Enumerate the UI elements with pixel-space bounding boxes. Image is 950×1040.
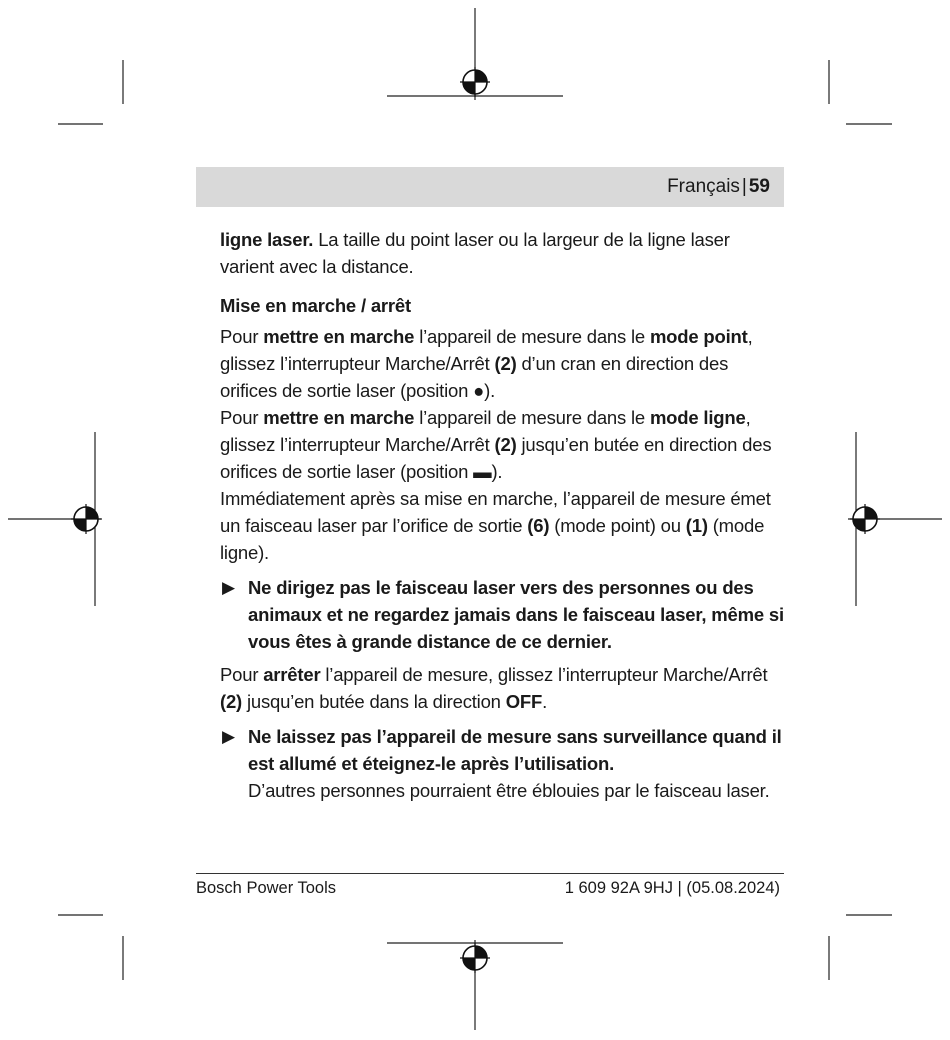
registration-target-top — [460, 67, 490, 97]
paragraph-mode-line — [220, 404, 786, 485]
paragraph-switch-off — [220, 661, 786, 715]
header-text — [667, 167, 770, 207]
text-run: (mode point) ou — [549, 515, 686, 536]
text-run: jusqu’en butée dans la direction — [242, 691, 506, 712]
text-run: l’appareil de mesure, glissez l’interrupteur Marche/Arrêt — [320, 664, 768, 685]
paragraph-beam-emission — [220, 485, 786, 566]
bold-run: (1) — [685, 515, 708, 536]
bold-run: (2) — [220, 691, 243, 712]
warning-note: D’autres personnes pourraient être éblouies par le faisceau laser. — [248, 780, 770, 801]
registration-target-right — [850, 504, 880, 534]
bold-run: OFF — [505, 691, 543, 712]
text-run: , glissez l’interrupteur Marche/Arrêt — [220, 326, 753, 374]
footer-doc-id: 1 609 92A 9HJ | (05.08.2024) — [564, 879, 780, 897]
page-body — [220, 226, 786, 804]
intro-bold: ligne laser. — [220, 229, 314, 250]
warning-unattended — [220, 723, 786, 804]
header-language: Français — [667, 176, 740, 197]
text-run: jusqu’en butée en direction des orifices de sortie laser (position ▬). — [220, 434, 772, 482]
warning-laser-direction — [220, 574, 786, 655]
bold-run: (2) — [494, 434, 517, 455]
bold-run: mode ligne — [649, 407, 746, 428]
text-run: , glissez l’interrupteur Marche/Arrêt — [220, 407, 751, 455]
intro-paragraph — [220, 226, 786, 280]
bold-run: mettre en marche — [263, 407, 415, 428]
bold-run: mettre en marche — [263, 326, 415, 347]
section-title: Mise en marche / arrêt — [220, 295, 411, 316]
page-number: 59 — [748, 176, 770, 197]
text-run: Immédiatement après sa mise en marche, l’appareil de mesure émet un faisceau laser par l’orifice de sortie — [220, 488, 771, 536]
page-header — [196, 167, 784, 207]
bold-run: mode point — [649, 326, 748, 347]
paragraph-mode-point — [220, 323, 786, 404]
text-run: l’appareil de mesure dans le — [414, 407, 650, 428]
warning-text: Ne dirigez pas le faisceau laser vers des personnes ou des animaux et ne regardez jamais dans le faisceau laser, même si vous êtes à grande distance de ce dernier. — [248, 577, 784, 652]
footer-brand: Bosch Power Tools — [196, 879, 337, 897]
text-run: Pour — [220, 407, 264, 428]
header-separator: | — [741, 176, 747, 197]
registration-target-bottom — [460, 943, 490, 973]
warning-arrow-icon: ▶ — [222, 727, 235, 746]
bold-run: (2) — [494, 353, 517, 374]
text-run: d’un cran en direction des orifices de sortie laser (position ●). — [220, 353, 729, 401]
bold-run: (6) — [527, 515, 550, 536]
page-footer — [196, 873, 784, 898]
text-run: . — [542, 691, 548, 712]
text-run: Pour — [220, 326, 264, 347]
text-run: Pour — [220, 664, 264, 685]
warning-arrow-icon: ▶ — [222, 578, 235, 597]
intro-text: La taille du point laser ou la largeur de la ligne laser varient avec la distance. — [220, 229, 730, 277]
text-run: l’appareil de mesure dans le — [414, 326, 650, 347]
bold-run: arrêter — [263, 664, 321, 685]
registration-target-left — [71, 504, 101, 534]
warning-text: Ne laissez pas l’appareil de mesure sans surveillance quand il est allumé et éteignez-le après l’utilisation. — [248, 726, 782, 774]
text-run: (mode ligne). — [220, 515, 765, 563]
